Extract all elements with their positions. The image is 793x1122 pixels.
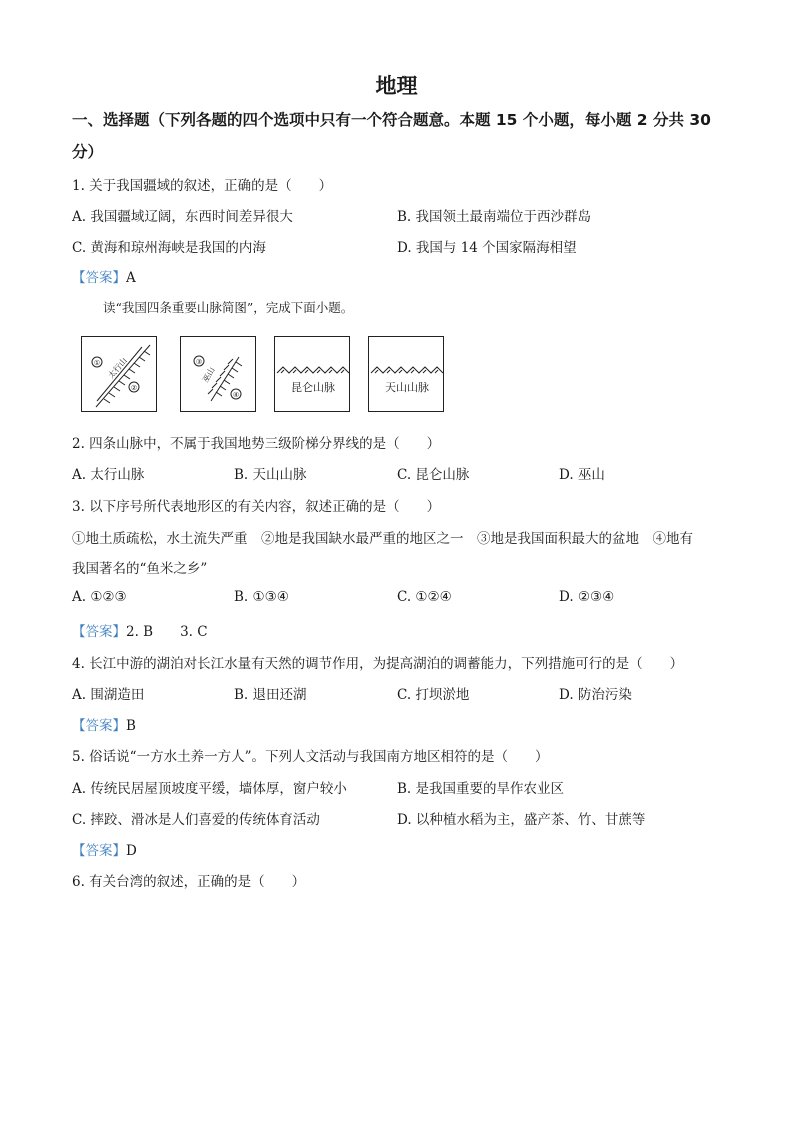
question-5-stem: 5. 俗话说“一方水土养一方人”。下列人文活动与我国南方地区相符的是（ ）: [72, 749, 549, 765]
mountain-range-icon: [181, 337, 257, 413]
q3-option-a: A. ①②③: [72, 589, 127, 605]
question-4-stem: 4. 长江中游的湖泊对长江水量有天然的调节作用，为提高湖泊的调蓄能力，下列措施可行的是（ ）: [72, 656, 684, 672]
question-3-body: ①地土质疏松，水土流失严重 ②地是我国缺水最严重的地区之一 ③地是我国面积最大的盆地 ④地有: [72, 531, 693, 547]
q3-option-c: C. ①②④: [397, 589, 452, 605]
label-1: ①: [93, 359, 101, 367]
figure-kunlun-mountains: [274, 336, 350, 412]
answer-value: B: [126, 718, 136, 734]
figure-caption-tianshan: 天山山脉: [385, 381, 429, 394]
question-6-stem: 6. 有关台湾的叙述，正确的是（ ）: [72, 874, 306, 890]
answer-tag: 【答案】: [72, 718, 126, 734]
label-2: ②: [130, 384, 138, 392]
label-3: ③: [195, 358, 203, 366]
question-3-body-cont: 我国著名的“鱼米之乡”: [72, 561, 208, 577]
q4-option-c: C. 打坝淤地: [397, 687, 470, 703]
q5-option-d: D. 以种植水稻为主，盛产茶、竹、甘蔗等: [397, 812, 646, 828]
question-1-stem: 1. 关于我国疆域的叙述，正确的是（ ）: [72, 178, 333, 194]
svg-text:太行山: 太行山: [106, 356, 129, 381]
figure-caption-kunlun: 昆仑山脉: [291, 381, 335, 394]
q3-option-d: D. ②③④: [559, 589, 615, 605]
q4-option-b: B. 退田还湖: [234, 687, 307, 703]
q3-option-b: B. ①③④: [234, 589, 289, 605]
answer-4: [72, 714, 136, 734]
answer-5: [72, 839, 137, 859]
q2-option-d: D. 巫山: [559, 467, 605, 483]
q1-option-b: B. 我国领土最南端位于西沙群岛: [397, 209, 592, 225]
mountain-range-icon: [275, 337, 351, 413]
q1-option-a: A. 我国疆域辽阔，东西时间差异很大: [72, 209, 293, 225]
q4-option-d: D. 防治污染: [559, 687, 632, 703]
mountain-range-icon: [369, 337, 445, 413]
question-3-stem: 3. 以下序号所代表地形区的有关内容，叙述正确的是（ ）: [72, 499, 441, 515]
figure-intro: 读“我国四条重要山脉简图”，完成下面小题。: [103, 300, 354, 315]
q5-option-a: A. 传统民居屋顶坡度平缓，墙体厚，窗户较小: [72, 781, 347, 797]
svg-text:巫山: 巫山: [200, 365, 217, 384]
figure-taihang-mountains: [81, 336, 157, 412]
q2-option-c: C. 昆仑山脉: [397, 467, 470, 483]
question-2-stem: 2. 四条山脉中，不属于我国地势三级阶梯分界线的是（ ）: [72, 436, 441, 452]
q5-option-c: C. 摔跤、滑冰是人们喜爱的传统体育活动: [72, 812, 320, 828]
answer-tag: 【答案】: [72, 843, 126, 859]
section-heading-cont: 分）: [72, 143, 104, 161]
q2-option-a: A. 太行山脉: [72, 467, 145, 483]
q4-option-a: A. 围湖造田: [72, 687, 145, 703]
answer-value: A: [126, 270, 136, 286]
q2-option-b: B. 天山山脉: [234, 467, 307, 483]
answer-value: D: [126, 843, 137, 859]
page-title: 地理: [375, 74, 418, 98]
answer-2-3: [72, 620, 208, 640]
q1-option-d: D. 我国与 14 个国家隔海相望: [397, 240, 577, 256]
figure-wushan-mountains: [180, 336, 256, 412]
mountain-range-icon: [82, 337, 158, 413]
answer-tag: 【答案】: [72, 270, 126, 286]
q1-option-c: C. 黄海和琼州海峡是我国的内海: [72, 240, 266, 256]
answer-value: 2. B 3. C: [126, 624, 208, 640]
q5-option-b: B. 是我国重要的旱作农业区: [397, 781, 565, 797]
section-heading: 一、选择题（下列各题的四个选项中只有一个符合题意。本题 15 个小题，每小题 2 分共 30: [72, 111, 711, 129]
answer-tag: 【答案】: [72, 624, 126, 640]
answer-1: [72, 266, 136, 286]
label-4: ④: [232, 391, 240, 399]
figure-tianshan-mountains: [368, 336, 444, 412]
